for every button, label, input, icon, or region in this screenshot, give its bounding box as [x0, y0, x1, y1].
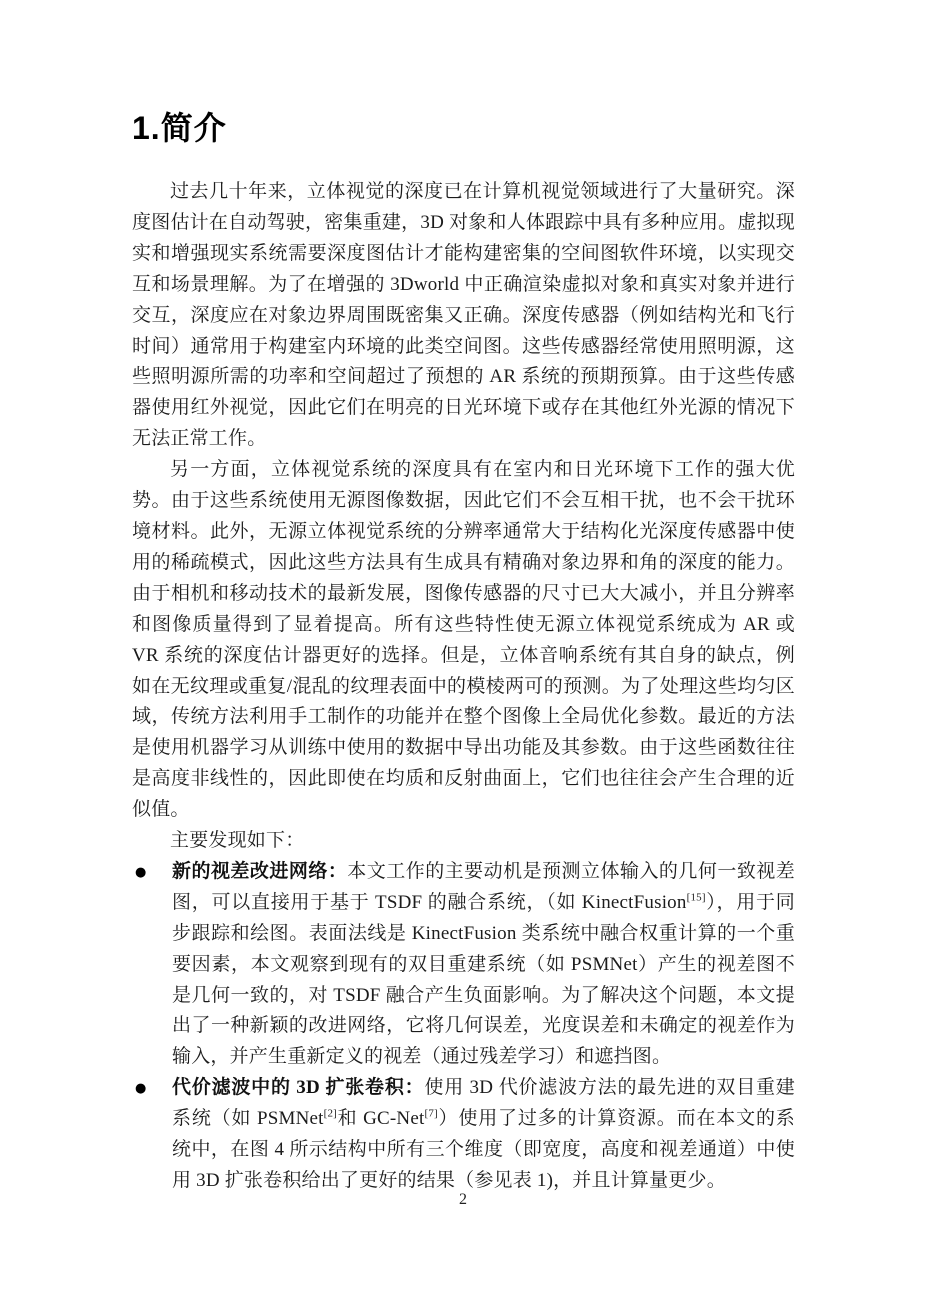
paragraph: 过去几十年来，立体视觉的深度已在计算机视觉领域进行了大量研究。深度图估计在自动驾驶，密集重建，3D 对象和人体跟踪中具有多种应用。虚拟现实和增强现实系统需要深度图估计才能构建密集的空间图软件环境，以实现交互和场景理解。为了在增强的 3Dworld 中正确渲染虚拟对象和真实对象并进行交互，深度应在对象边界周围既密集又正确。深度传感器（例如结构光和飞行时间）通常用于构建室内环境的此类空间图。这些传感器经常使用照明源，这些照明源所需的功率和空间超过了预想的 AR 系统的预期预算。由于这些传感器使用红外视觉，因此它们在明亮的日光环境下或存在其他红外光源的情况下无法正常工作。: [132, 181, 795, 450]
citation-ref: [7]: [424, 1107, 438, 1120]
section-heading: 1.简介: [132, 110, 227, 146]
paragraph: 主要发现如下：: [170, 830, 305, 852]
citation-ref: [2]: [323, 1107, 338, 1120]
bullet-item: [132, 1073, 795, 1197]
key-findings-list: [132, 857, 795, 1197]
intro-paragraphs: [132, 177, 795, 857]
bullet-body: 使用 3D 代价滤波方法的最先进的双目重建系统（如 PSMNet: [172, 1077, 795, 1130]
bullet-body: 本文工作的主要动机是预测立体输入的几何一致视差图，可以直接用于基于 TSDF 的融合系统，（如 KinectFusion: [172, 860, 795, 913]
bullet-title: 新的视差改进网络：: [172, 860, 348, 882]
bullet-item: [132, 857, 795, 1073]
bullet-text: [172, 861, 795, 1067]
bullet-body: ）使用了过多的计算资源。而在本文的系统中，在图 4 所示结构中所有三个维度（即宽度，高度和视差通道）中使用 3D 扩张卷积给出了更好的结果（参见表 1)，并且计算量更少。: [172, 1108, 795, 1191]
page-content: [132, 106, 795, 1197]
page-number: 2: [459, 1191, 467, 1208]
citation-ref: [15]: [686, 891, 706, 904]
bullet-icon: ●: [135, 864, 147, 880]
bullet-body: 和 GC-Net: [337, 1108, 425, 1130]
paragraph: 另一方面，立体视觉系统的深度具有在室内和日光环境下工作的强大优势。由于这些系统使用无源图像数据，因此它们不会互相干扰，也不会干扰环境材料。此外，无源立体视觉系统的分辨率通常大于结构化光深度传感器中使用的稀疏模式，因此这些方法具有生成具有精确对象边界和角的深度的能力。由于相机和移动技术的最新发展，图像传感器的尺寸已大大减小，并且分辨率和图像质量得到了显着提高。所有这些特性使无源立体视觉系统成为 AR 或 VR 系统的深度估计器更好的选择。但是，立体音响系统有其自身的缺点，例如在无纹理或重复/混乱的纹理表面中的模棱两可的预测。为了处理这些均匀区域，传统方法利用手工制作的功能并在整个图像上全局优化参数。最近的方法是使用机器学习从训练中使用的数据中导出功能及其参数。由于这些函数往往是高度非线性的，因此即使在均质和反射曲面上，它们也往往会产生合理的近似值。: [132, 459, 795, 821]
bullet-icon: ●: [135, 1081, 147, 1097]
bullet-text: [172, 1077, 795, 1191]
bullet-title: 代价滤波中的 3D 扩张卷积：: [172, 1077, 425, 1099]
bullet-body: ），用于同步跟踪和绘图。表面法线是 KinectFusion 类系统中融合权重计算的一个重要因素，本文观察到现有的双目重建系统（如 PSMNet）产生的视差图不是几何一致的，对 TSDF 融合产生负面影响。为了解决这个问题，本文提出了一种新颖的改进网络，它将几何误差，光度误差和未确定的视差作为输入，并产生重新定义的视差（通过残差学习）和遮挡图。: [172, 891, 795, 1068]
